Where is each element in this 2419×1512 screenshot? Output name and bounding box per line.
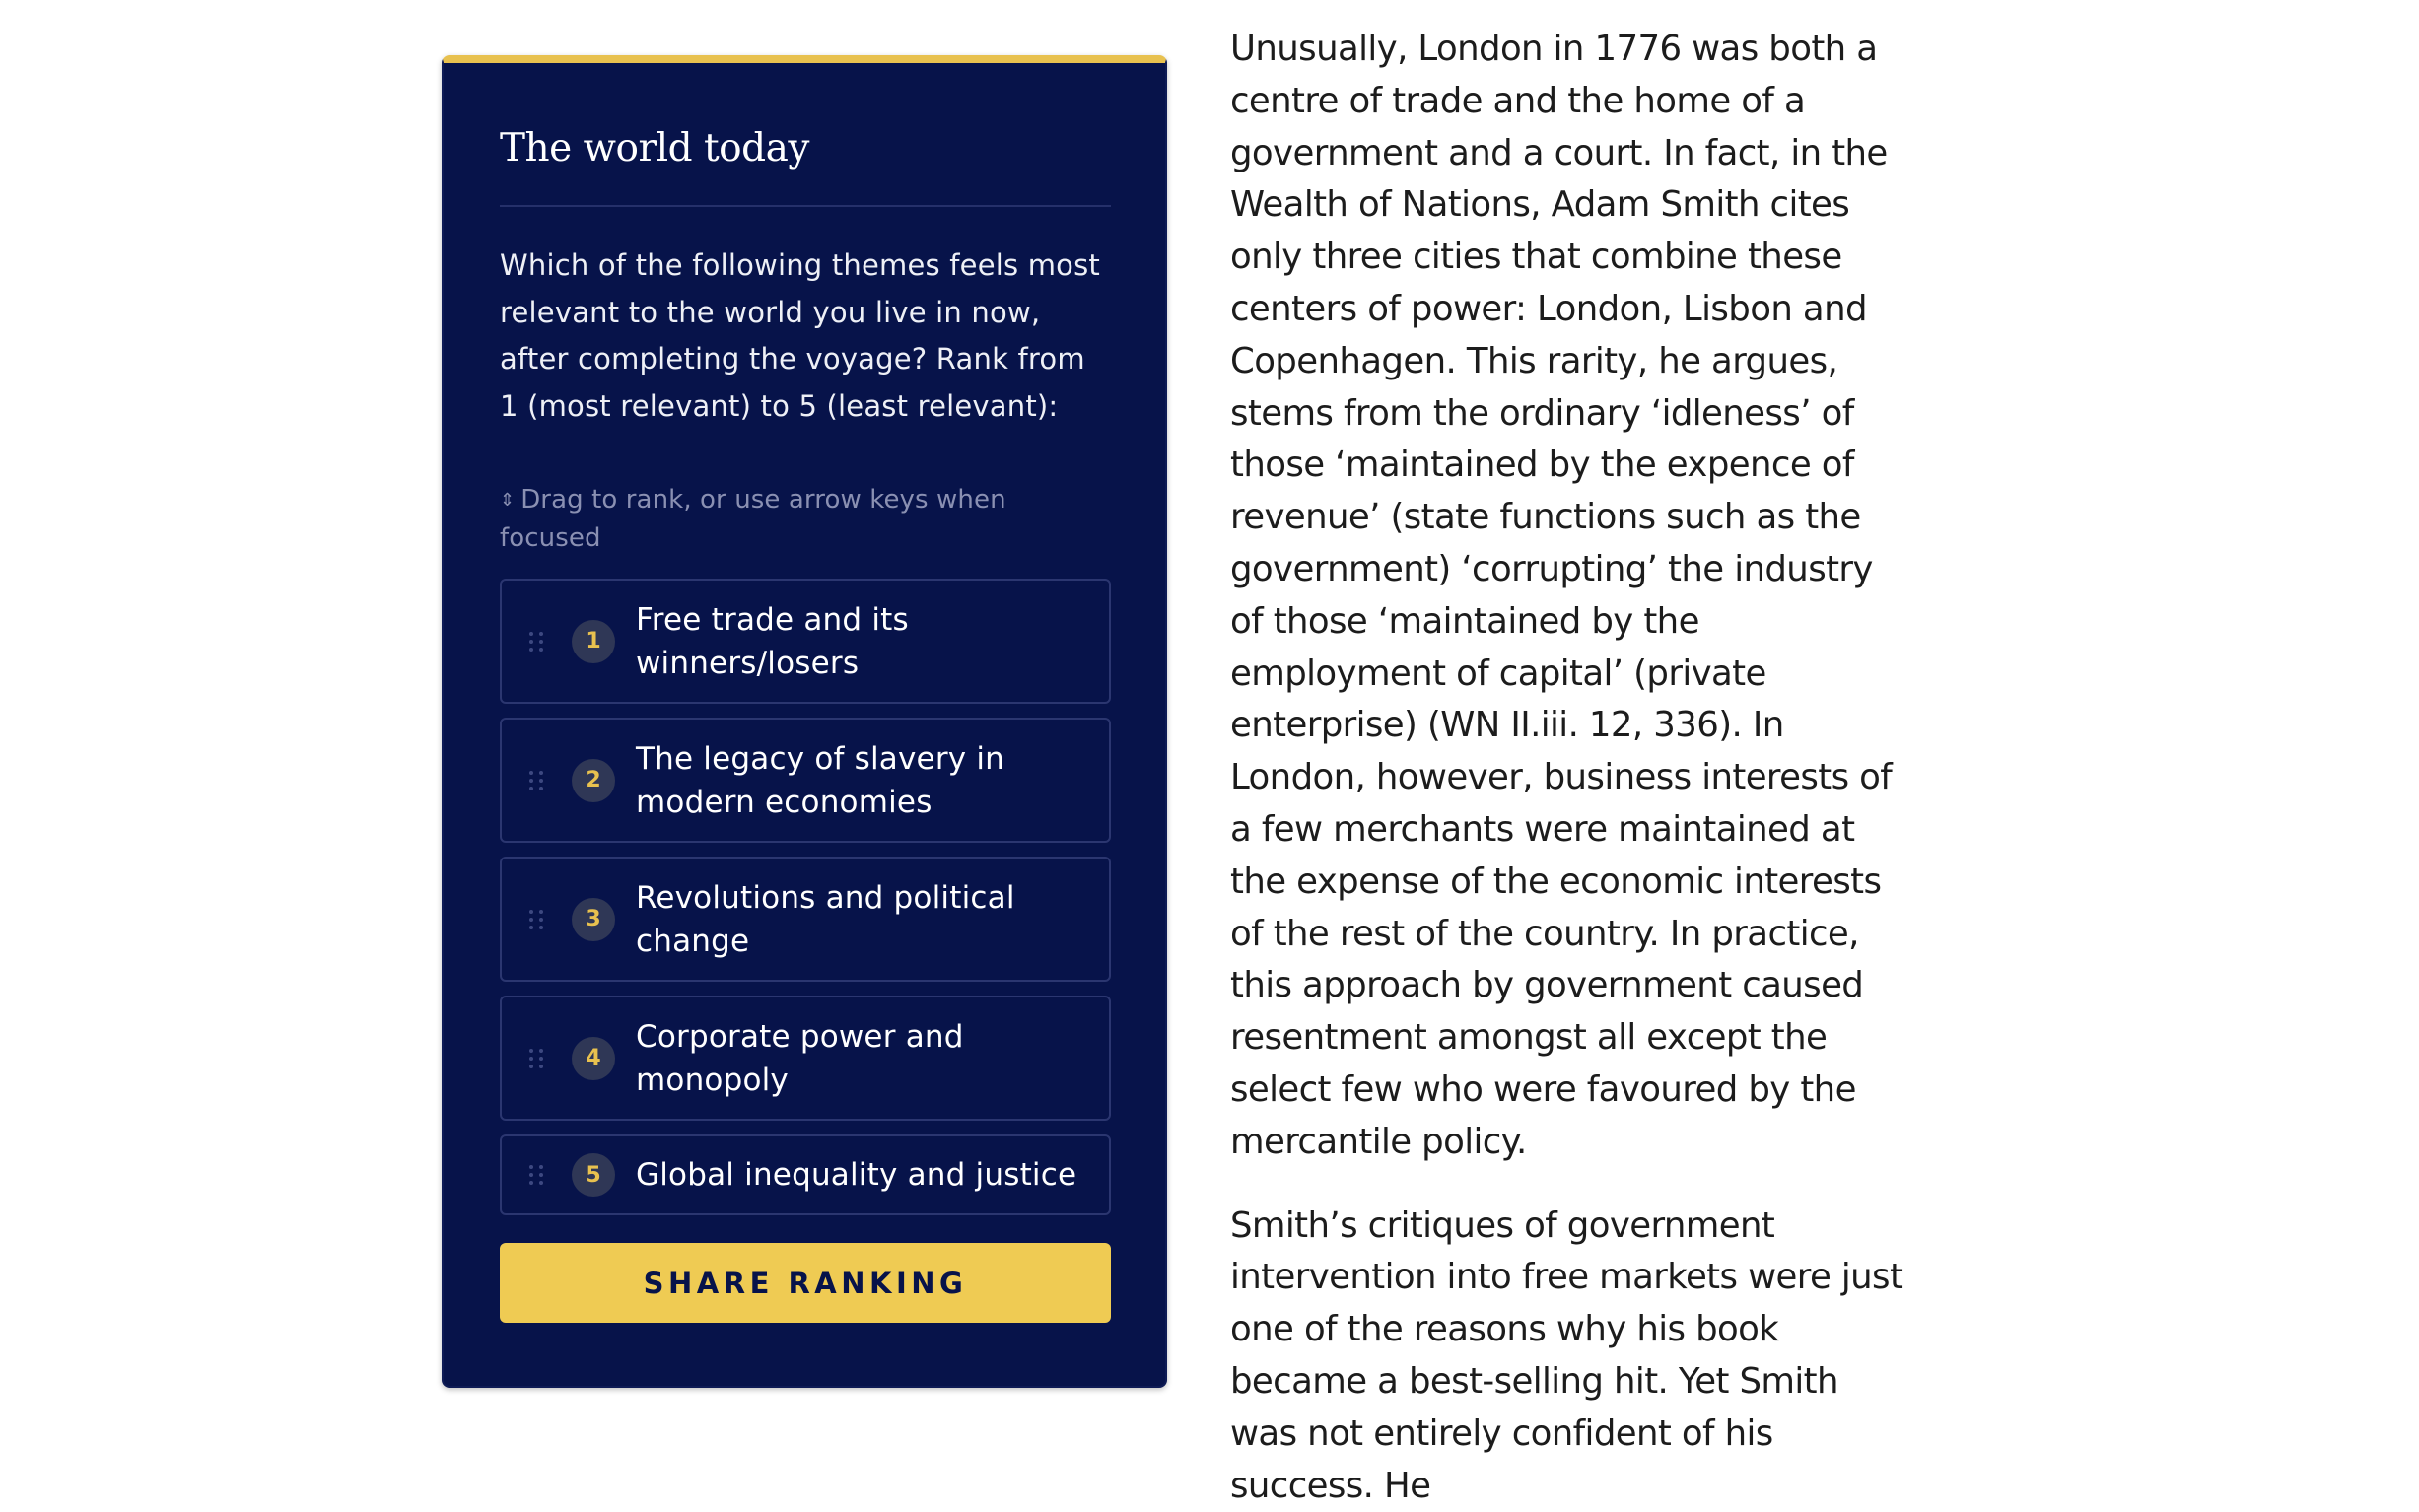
rank-item-label: Corporate power and monopoly — [636, 1018, 964, 1098]
ranking-card — [442, 55, 1167, 1388]
rank-item-5[interactable] — [500, 1134, 1111, 1215]
ranking-prompt: Which of the following themes feels most relevant to the world you live in now, after completing the voyage? Rank from 1 (most relevant) to 5 (least relevant): — [500, 248, 1100, 423]
rank-badge: 2 — [572, 759, 615, 802]
rank-badge: 5 — [572, 1153, 615, 1197]
rank-badge: 4 — [572, 1037, 615, 1080]
rank-badge: 3 — [572, 898, 615, 941]
up-down-arrows-icon: ⇕ — [500, 490, 516, 511]
drag-handle-icon[interactable] — [529, 632, 543, 652]
drag-handle-icon[interactable] — [529, 1049, 543, 1068]
article-body — [1230, 24, 1910, 1512]
drag-hint-text: Drag to rank, or use arrow keys when focused — [500, 485, 1006, 553]
article-paragraph: Unusually, London in 1776 was both a centre of trade and the home of a government and a court. In fact, in the Wealth of Nations, Adam Smith cites only three cities that combine these centers of power: London, Lisbon and Copenhagen. This rarity, he argues, stems from the ordinary ‘idleness’ of those ‘maintained by the expence of revenue’ (state functions such as the government) ‘corrupting’ the industry of those ‘maintained by the employment of capital’ (private enterprise) (WN II.iii. 12, 336). In London, however, business interests of a few merchants were maintained at the expense of the economic interests of the rest of the country. In practice, this approach by government caused resentment amongst all except the select few who were favoured by the mercantile policy. — [1230, 29, 1893, 1162]
rank-item-1[interactable] — [500, 579, 1111, 704]
rank-item-2[interactable] — [500, 718, 1111, 843]
rank-item-4[interactable] — [500, 996, 1111, 1121]
rank-item-label: The legacy of slavery in modern economies — [636, 740, 1005, 820]
drag-handle-icon[interactable] — [529, 1165, 543, 1185]
rank-badge: 1 — [572, 620, 615, 663]
drag-hint — [500, 481, 1111, 558]
card-title: The world today — [500, 126, 809, 171]
rank-list — [500, 579, 1111, 1215]
rank-item-3[interactable] — [500, 857, 1111, 982]
drag-handle-icon[interactable] — [529, 771, 543, 790]
rank-item-label: Global inequality and justice — [636, 1157, 1077, 1193]
drag-handle-icon[interactable] — [529, 910, 543, 929]
article-paragraph: Smith’s critiques of government intervention into free markets were just one of the reasons why his book became a best-selling hit. Yet Smith was not entirely confident of his success. He — [1230, 1204, 1903, 1506]
title-divider — [500, 205, 1111, 207]
ranking-card-content — [500, 124, 1111, 1323]
rank-item-label: Revolutions and political change — [636, 879, 1015, 959]
share-ranking-button[interactable]: SHARE RANKING — [500, 1243, 1111, 1323]
rank-item-label: Free trade and its winners/losers — [636, 601, 909, 681]
